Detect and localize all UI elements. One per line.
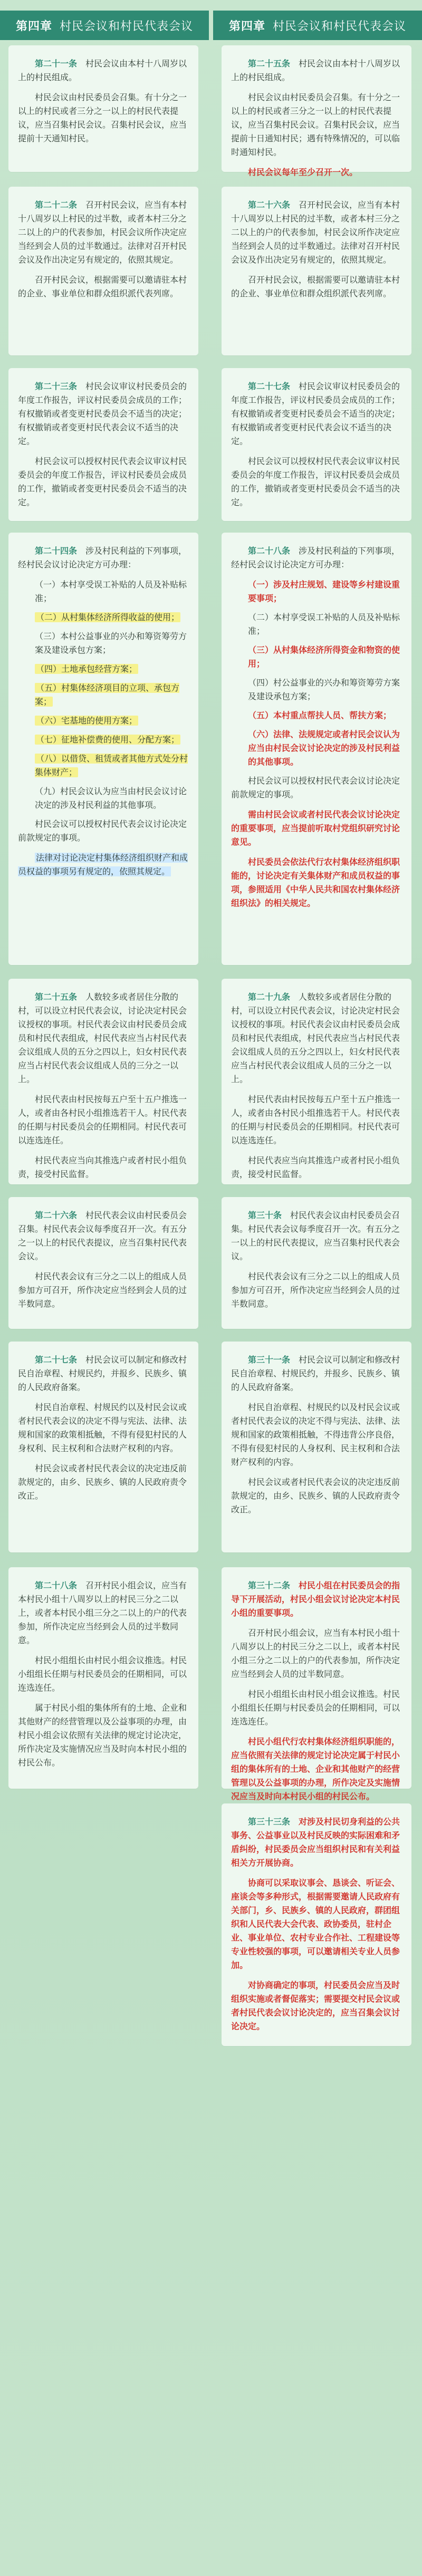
left-article-paragraph	[18, 1401, 189, 1455]
left-article-number: 第二十六条	[35, 1210, 78, 1220]
left-article-list-item	[18, 785, 189, 812]
left-article-list-item	[18, 630, 189, 657]
right-article-list-item	[231, 728, 402, 769]
left-article-paragraph	[18, 1462, 189, 1503]
left-article-body	[8, 1567, 198, 1781]
right-paragraph-text: 村民会议或者村民代表会议的决定违反前款规定的，由乡、民族乡、镇的人民政府责令改正。	[231, 1477, 400, 1514]
left-article-first-paragraph	[18, 1209, 189, 1263]
left-article-paragraph	[18, 455, 189, 509]
right-article-number: 第三十一条	[248, 1355, 291, 1365]
left-article-card	[8, 533, 198, 965]
right-article-list-item	[231, 643, 402, 671]
right-article-paragraph	[231, 1626, 402, 1681]
left-article-lead-text: 村民会议由本村十八周岁以上的村民组成。	[18, 59, 187, 82]
right-article-lead-text: 村民会议由本村十八周岁以上的村民组成。	[231, 59, 400, 82]
left-article-first-paragraph	[18, 57, 189, 84]
right-article-body	[222, 1342, 411, 1528]
right-article-paragraph	[231, 455, 402, 509]
left-article-card	[8, 1567, 198, 1789]
left-column-header	[0, 11, 209, 40]
left-article-first-paragraph	[18, 198, 189, 267]
right-article-card	[222, 533, 411, 965]
left-article-lead-text: 涉及村民利益的下列事项，经村民会议讨论决定方可办理：	[18, 546, 187, 570]
left-paragraph-text: 召开村民会议，根据需要可以邀请驻本村的企业、事业单位和群众组织派代表列席。	[18, 275, 187, 298]
left-list-item-text: （七）征地补偿费的使用、分配方案；	[36, 735, 180, 745]
left-article-paragraph	[18, 273, 189, 301]
right-article-paragraph	[231, 1401, 402, 1469]
left-article-body	[8, 533, 198, 890]
right-article-list-item	[231, 578, 402, 605]
right-list-item-text: （三）从村集体经济所得资金和物资的使用；	[248, 645, 400, 669]
right-article-card	[222, 979, 411, 1184]
right-paragraph-text: 村民代表会议有三分之二以上的组成人员参加方可召开，所作决定应当经到会人员的过半数同意。	[231, 1271, 400, 1309]
left-article-number: 第二十七条	[35, 1355, 78, 1365]
left-article-lead-text: 村民会议可以制定和修改村民自治章程、村规民约，并报乡、民族乡、镇的人民政府备案。	[18, 1355, 187, 1392]
left-paragraph-text: 法律对讨论决定村集体经济组织财产和成员权益的事项另有规定的，依照其规定。	[18, 853, 188, 876]
right-article-lead-text: 涉及村民利益的下列事项，经村民会议讨论决定方可办理：	[231, 546, 400, 570]
left-article-body	[8, 1197, 198, 1323]
right-paragraph-text: 村民小组组长由村民小组会议推选。村民小组组长任期与村民委员会的任期相同，可以连选连任。	[231, 1689, 400, 1726]
right-article-number: 第三十二条	[248, 1580, 291, 1590]
right-chapter-title: 村民会议和村民代表会议	[273, 20, 407, 33]
left-paragraph-text: 村民自治章程、村规民约以及村民会议或者村民代表会议的决定不得与宪法、法律、法规和国家的政策相抵触，不得有侵犯村民的人身权利、民主权利和合法财产权利的内容。	[18, 1402, 187, 1453]
left-article-paragraph	[18, 1701, 189, 1770]
left-article-card	[8, 368, 198, 521]
right-article-first-paragraph	[231, 1209, 402, 1263]
right-article-lead-text: 人数较多或者居住分散的村，可以设立村民代表会议，讨论决定村民会议授权的事项。村民代表会议由村民委员会成员和村民代表组成，村民代表应当占村民代表会议组成人员的五分之四以上，妇女村民代表应当占村民代表会议组成人员的三分之一以上。	[231, 992, 400, 1084]
right-article-lead-text: 村民会议审议村民委员会的年度工作报告，评议村民委员会成员的工作；有权撤销或者变更村民委员会不适当的决定；有权撤销或者变更村民代表会议不适当的决定。	[231, 381, 400, 446]
left-article-list-item	[18, 733, 189, 747]
right-paragraph-text: 村民会议每年至少召开一次。	[248, 167, 358, 177]
right-article-first-paragraph	[231, 57, 402, 84]
right-paragraph-text: 村民委员会依法代行农村集体经济组织职能的，讨论决定有关集体财产和成员权益的事项，参照适用《中华人民共和国农村集体经济组织法》的相关规定。	[231, 857, 400, 908]
right-paragraph-text: 召开村民小组会议，应当有本村民小组十八周岁以上的村民三分之二以上，或者本村民小组三分之二以上的户的代表参加，所作决定应当经到会人员的过半数同意。	[231, 1628, 400, 1679]
right-article-lead-text: 对涉及村民切身利益的公共事务、公益事业以及村民反映的实际困难和矛盾纠纷，村民委员会应当组织村民和有关利益相关方开展协商。	[231, 1817, 400, 1868]
right-article-card	[222, 368, 411, 521]
left-article-first-paragraph	[18, 1353, 189, 1394]
left-list-item-text: （三）本村公益事业的兴办和筹资筹劳方案及建设承包方案；	[35, 631, 187, 655]
right-paragraph-text: 对协商确定的事项，村民委员会应当及时组织实施或者督促落实；需要提交村民会议或者村民代表会议讨论决定的，应当召集会议讨论决定。	[231, 1980, 400, 2031]
left-article-first-paragraph	[18, 380, 189, 448]
right-article-body	[222, 45, 411, 191]
left-article-card	[8, 979, 198, 1184]
left-list-item-text: （九）村民会议认为应当由村民会议讨论决定的涉及村民利益的其他事项。	[35, 786, 187, 810]
left-article-list-item	[18, 681, 189, 709]
left-paragraph-text: 村民会议可以授权村民代表会议讨论决定前款规定的事项。	[18, 819, 187, 843]
left-article-lead-text: 人数较多或者居住分散的村，可以设立村民代表会议，讨论决定村民会议授权的事项。村民代表会议由村民委员会成员和村民代表组成，村民代表应当占村民代表会议组成人员的五分之四以上，妇女村民代表应当占村民代表会议组成人员的三分之一以上。	[18, 992, 187, 1084]
right-article-first-paragraph	[231, 1579, 402, 1620]
left-paragraph-text: 村民会议由村民委员会召集。有十分之一以上的村民或者三分之一以上的村民代表提议，应当召集村民会议。召集村民会议，应当提前十天通知村民。	[18, 92, 187, 143]
right-article-number: 第二十九条	[248, 992, 291, 1002]
right-article-lead-text: 村民代表会议由村民委员会召集。村民代表会议每季度召开一次。有五分之一以上的村民代表提议，应当召集村民代表会议。	[231, 1210, 400, 1261]
left-article-paragraph	[18, 1093, 189, 1147]
left-list-item-text: （五）村集体经济项目的立项、承包方案；	[35, 683, 180, 707]
left-article-lead-text: 村民代表会议由村民委员会召集。村民代表会议每季度召开一次。有五分之一以上的村民代表提议，应当召集村民代表会议。	[18, 1210, 187, 1261]
left-list-item-text: （四）土地承包经营方案；	[36, 664, 138, 674]
right-article-list-item	[231, 676, 402, 703]
right-column-header	[213, 11, 422, 40]
right-article-paragraph	[231, 1154, 402, 1181]
left-article-number: 第二十一条	[35, 59, 78, 69]
right-article-lead-text: 村民小组在村民委员会的指导下开展活动，村民小组会议讨论决定本村民小组的重要事项。	[231, 1580, 400, 1618]
right-article-lead-text: 村民会议可以制定和修改村民自治章程、村规民约，并报乡、民族乡、镇的人民政府备案。	[231, 1355, 400, 1392]
left-article-lead-text: 召开村民会议，应当有本村十八周岁以上村民的过半数，或者本村三分之二以上的户的代表参加，村民会议所作决定应当经到会人员的过半数通过。法律对召开村民会议及作出决定另有规定的，依照其规定。	[18, 200, 187, 265]
right-article-number: 第二十七条	[248, 381, 291, 391]
left-article-number: 第二十五条	[35, 992, 78, 1002]
right-article-card	[222, 1803, 411, 2046]
right-article-body	[222, 1803, 411, 2045]
right-article-paragraph	[231, 808, 402, 849]
left-article-list-item	[18, 714, 189, 728]
right-article-body	[222, 187, 411, 312]
left-paragraph-text: 村民代表会议有三分之二以上的组成人员参加方可召开，所作决定应当经到会人员的过半数同意。	[18, 1271, 187, 1309]
left-article-card	[8, 1342, 198, 1552]
left-article-list-item	[18, 611, 189, 624]
right-article-paragraph	[231, 166, 402, 179]
left-list-item-text: （六）宅基地的使用方案；	[36, 716, 138, 726]
left-article-body	[8, 979, 198, 1193]
right-article-paragraph	[231, 273, 402, 301]
right-paragraph-text: 村民代表由村民按每五户至十五户推选一人，或者由各村民小组推选若干人。村民代表的任期与村民委员会的任期相同。村民代表可以连选连任。	[231, 1094, 400, 1145]
right-article-paragraph	[231, 1979, 402, 2033]
left-paragraph-text: 村民小组组长由村民小组会议推选。村民小组组长任期与村民委员会的任期相同，可以连选连任。	[18, 1655, 187, 1693]
left-article-paragraph	[18, 1270, 189, 1311]
left-article-paragraph	[18, 91, 189, 146]
right-article-list-item	[231, 709, 402, 722]
right-article-number: 第三十条	[248, 1210, 282, 1220]
right-article-first-paragraph	[231, 990, 402, 1086]
right-article-paragraph	[231, 1475, 402, 1517]
left-article-first-paragraph	[18, 990, 189, 1086]
left-list-item-text: （八）以借贷、租赁或者其他方式处分村集体财产；	[35, 754, 188, 777]
left-article-card	[8, 1197, 198, 1329]
right-article-number: 第三十三条	[248, 1817, 291, 1827]
right-article-paragraph	[231, 855, 402, 910]
right-article-paragraph	[231, 1687, 402, 1729]
right-list-item-text: （二）本村享受误工补贴的人员及补贴标准；	[248, 612, 400, 636]
left-article-first-paragraph	[18, 544, 189, 572]
right-paragraph-text: 村民小组代行农村集体经济组织职能的，应当依照有关法律的规定讨论决定属于村民小组的集体所有的土地、企业和其他财产的经营管理以及公益事项的办理，所作决定及实施情况应当及时向本村民小组的村民公布。	[231, 1736, 400, 1801]
right-article-first-paragraph	[231, 1353, 402, 1394]
right-paragraph-text: 村民自治章程、村规民约以及村民会议或者村民代表会议的决定不得与宪法、法律、法规和国家的政策相抵触，不得违背公序良俗，不得有侵犯村民的人身权利、民主权利和合法财产权利的内容。	[231, 1402, 400, 1467]
right-article-body	[222, 368, 411, 521]
right-list-item-text: （四）村公益事业的兴办和筹资筹劳方案及建设承包方案；	[248, 678, 400, 701]
left-article-number: 第二十二条	[35, 200, 78, 210]
left-paragraph-text: 村民会议或者村民代表会议的决定违反前款规定的，由乡、民族乡、镇的人民政府责令改正。	[18, 1463, 187, 1501]
right-article-card	[222, 1197, 411, 1329]
left-paragraph-text: 村民代表应当向其推选户或者村民小组负责，接受村民监督。	[18, 1155, 187, 1179]
left-article-number: 第二十八条	[35, 1580, 78, 1590]
right-paragraph-text: 村民代表应当向其推选户或者村民小组负责，接受村民监督。	[231, 1155, 400, 1179]
right-article-paragraph	[231, 774, 402, 802]
left-article-card	[8, 187, 198, 355]
right-article-number: 第二十六条	[248, 200, 291, 210]
left-article-card	[8, 45, 198, 172]
left-chapter-label: 第四章	[15, 20, 52, 33]
right-paragraph-text: 村民会议可以授权村民代表会议审议村民委员会的年度工作报告，评议村民委员会成员的工作，撤销或者变更村民委员会不适当的决定。	[231, 456, 400, 507]
left-article-body	[8, 45, 198, 157]
right-article-paragraph	[231, 1735, 402, 1803]
right-article-paragraph	[231, 1270, 402, 1311]
right-article-body	[222, 533, 411, 922]
left-paragraph-text: 村民会议可以授权村民代表会议审议村民委员会的年度工作报告，评议村民委员会成员的工作，撤销或者变更村民委员会不适当的决定。	[18, 456, 187, 507]
right-list-item-text: （六）法律、法规规定或者村民会议认为应当由村民会议讨论决定的涉及村民利益的其他事项。	[248, 729, 400, 767]
right-article-number: 第二十八条	[248, 546, 291, 556]
left-chapter-title: 村民会议和村民代表会议	[60, 20, 194, 33]
right-list-item-text: （一）涉及村庄规划、建设等乡村建设重要事项；	[248, 580, 400, 603]
left-article-number: 第二十三条	[35, 381, 78, 391]
left-article-body	[8, 187, 198, 312]
left-paragraph-text: 村民代表由村民按每五户至十五户推选一人，或者由各村民小组推选若干人。村民代表的任期与村民委员会的任期相同。村民代表可以连选连任。	[18, 1094, 187, 1145]
right-paragraph-text: 需由村民会议或者村民代表会议讨论决定的重要事项，应当提前听取村党组织研究讨论意见。	[231, 809, 400, 847]
left-article-first-paragraph	[18, 1579, 189, 1647]
left-list-item-text: （二）从村集体经济所得收益的使用；	[36, 612, 180, 622]
right-paragraph-text: 协商可以采取议事会、恳谈会、听证会、座谈会等多种形式，根据需要邀请人民政府有关部门，乡、民族乡、镇的人民政府，群团组织和人民代表大会代表、政协委员，驻村企业、事业单位、农村专业合作社、工程建设等专业性较强的事项，可以邀请相关专业人员参加。	[231, 1878, 400, 1970]
left-article-list-item	[18, 662, 189, 676]
left-article-paragraph	[18, 1654, 189, 1695]
left-article-body	[8, 368, 198, 521]
left-list-item-text: （一）本村享受误工补贴的人员及补贴标准；	[35, 580, 187, 603]
left-article-body	[8, 1342, 198, 1514]
right-article-list-item	[231, 611, 402, 638]
left-article-paragraph	[18, 817, 189, 845]
right-article-body	[222, 979, 411, 1193]
right-article-lead-text: 召开村民会议，应当有本村十八周岁以上村民的过半数，或者本村三分之二以上的户的代表参加，村民会议所作决定应当经到会人员的过半数通过。法律对召开村民会议及作出决定另有规定的，依照其规定。	[231, 200, 400, 265]
left-article-paragraph	[18, 851, 189, 879]
right-list-item-text: （五）本村重点帮扶人员、帮扶方案；	[248, 710, 392, 720]
right-article-body	[222, 1197, 411, 1323]
right-article-first-paragraph	[231, 380, 402, 448]
right-paragraph-text: 村民会议由村民委员会召集。有十分之一以上的村民或者三分之一以上的村民代表提议，应当召集村民会议。召集村民会议，应当提前十日通知村民；遇有特殊情况的，可以临时通知村民。	[231, 92, 400, 157]
right-paragraph-text: 村民会议可以授权村民代表会议讨论决定前款规定的事项。	[231, 776, 400, 799]
left-article-list-item	[18, 578, 189, 605]
right-article-card	[222, 1567, 411, 1801]
right-paragraph-text: 召开村民会议，根据需要可以邀请驻本村的企业、事业单位和群众组织派代表列席。	[231, 275, 400, 298]
left-article-lead-text: 村民会议审议村民委员会的年度工作报告，评议村民委员会成员的工作；有权撤销或者变更村民委员会不适当的决定；有权撤销或者变更村民代表会议不适当的决定。	[18, 381, 187, 446]
left-article-lead-text: 召开村民小组会议，应当有本村民小组十八周岁以上的村民三分之二以上，或者本村民小组三分之二以上的户的代表参加，所作决定应当经到会人员的过半数同意。	[18, 1580, 187, 1645]
right-article-card	[222, 1342, 411, 1552]
right-article-first-paragraph	[231, 198, 402, 267]
left-paragraph-text: 属于村民小组的集体所有的土地、企业和其他财产的经营管理以及公益事项的办理，由村民小组会议依照有关法律的规定讨论决定，所作决定及实施情况应当及时向本村民小组的村民公布。	[18, 1703, 187, 1768]
right-article-paragraph	[231, 91, 402, 159]
right-article-number: 第二十五条	[248, 59, 291, 69]
left-article-number: 第二十四条	[35, 546, 78, 556]
right-article-card	[222, 187, 411, 355]
left-article-paragraph	[18, 1154, 189, 1181]
left-article-list-item	[18, 752, 189, 779]
right-article-paragraph	[231, 1876, 402, 1972]
right-article-first-paragraph	[231, 1815, 402, 1870]
right-article-paragraph	[231, 1093, 402, 1147]
right-article-first-paragraph	[231, 544, 402, 572]
right-article-card	[222, 45, 411, 177]
right-chapter-label: 第四章	[228, 20, 265, 33]
right-article-body	[222, 1567, 411, 1815]
